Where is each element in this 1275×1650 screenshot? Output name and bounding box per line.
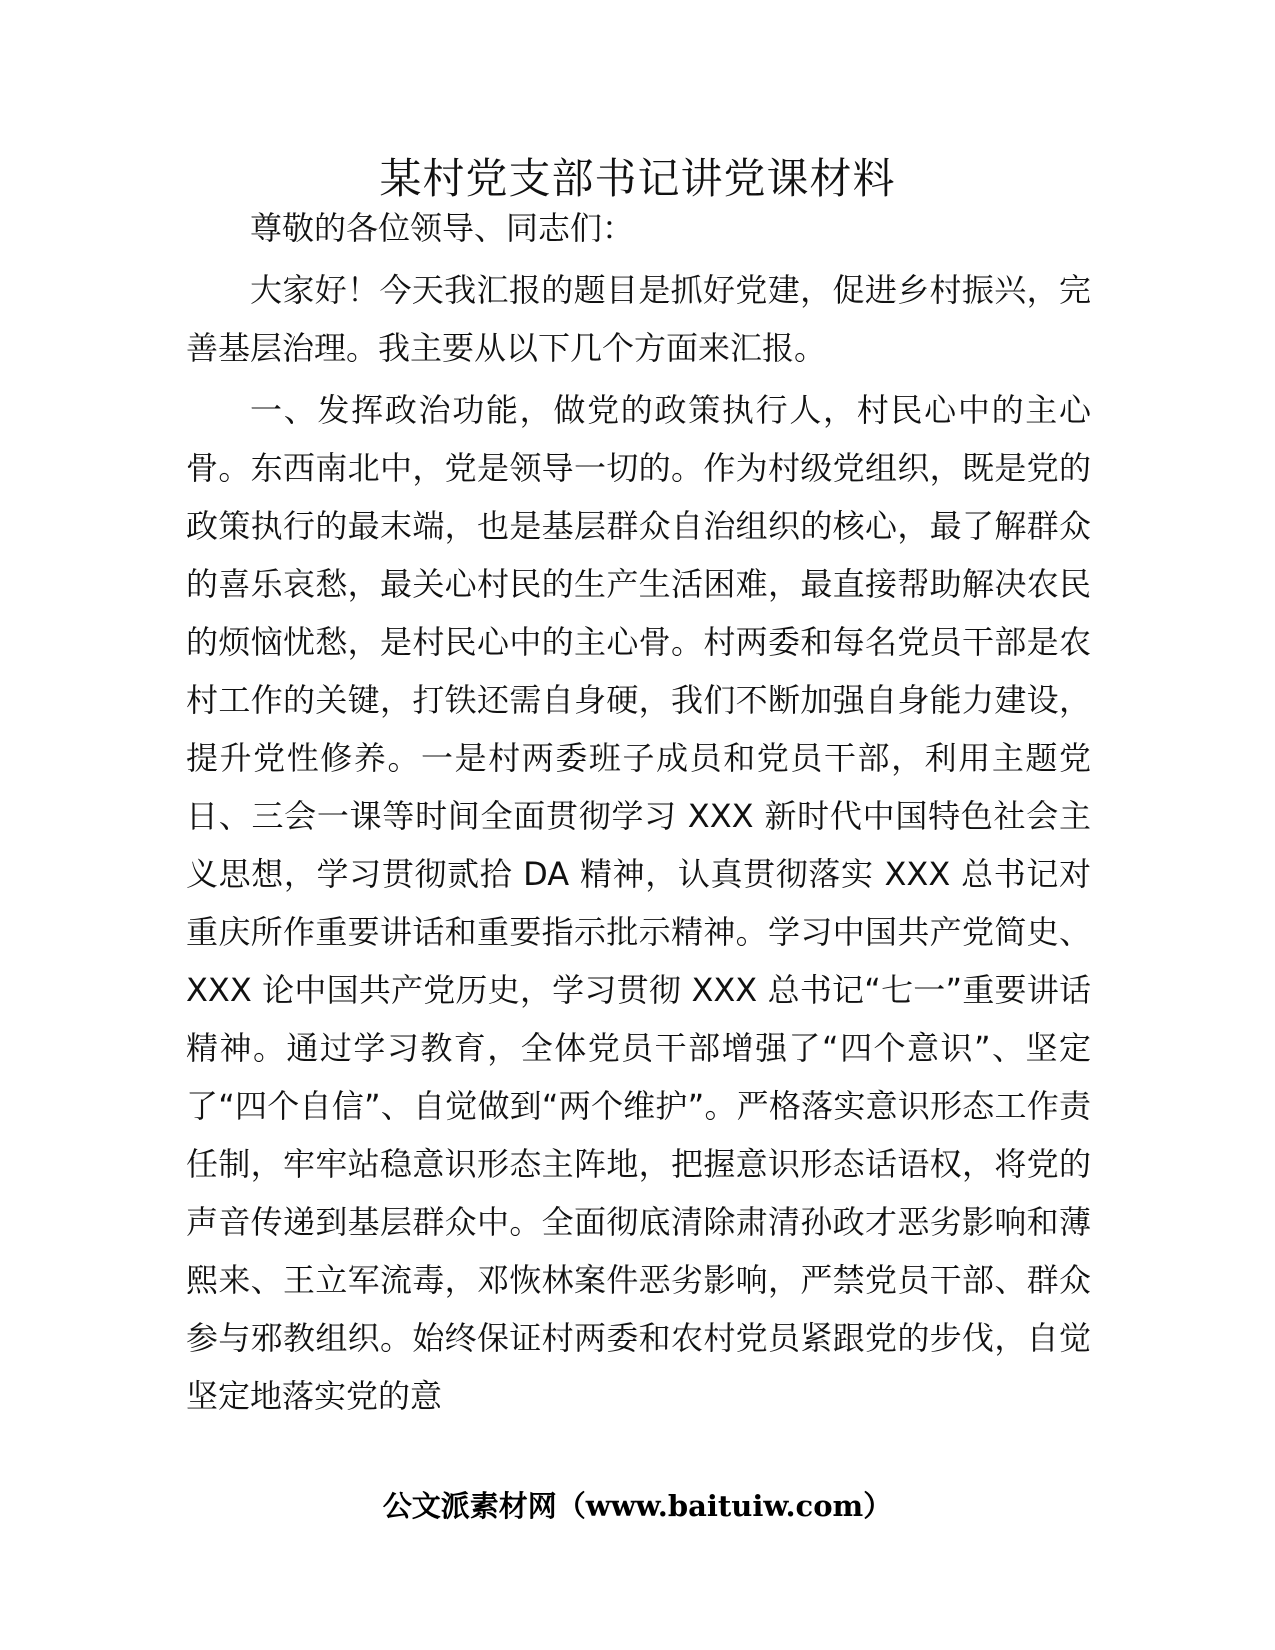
footer-watermark: 公文派素材网（www.baituiw.com） xyxy=(382,1489,893,1523)
document-title: 某村党支部书记讲党课材料 xyxy=(379,154,896,203)
document-body xyxy=(186,199,1091,1429)
intro-paragraph: 大家好！今天我汇报的题目是抓好党建，促进乡村振兴，完善基层治理。我主要从以下几个方面来汇报。 xyxy=(186,271,1091,367)
section-one-paragraph: 一、发挥政治功能，做党的政策执行人，村民心中的主心骨。东西南北中，党是领导一切的。作为村级党组织，既是党的政策执行的最末端，也是基层群众自治组织的核心，最了解群众的喜乐哀愁，最关心村民的生产生活困难，最直接帮助解决农民的烦恼忧愁，是村民心中的主心骨。村两委和每名党员干部是农村工作的关键，打铁还需自身硬，我们不断加强自身能力建设，提升党性修养。一是村两委班子成员和党员干部，利用主题党日、三会一课等时间全面贯彻学习 XXX 新时代中国特色社会主义思想，学习贯彻贰拾 DA 精神，认真贯彻落实 XXX 总书记对重庆所作重要讲话和重要指示批示精神。学习中国共产党简史、XXX 论中国共产党历史，学习贯彻 XXX 总书记“七一”重要讲话精神。通过学习教育，全体党员干部增强了“四个意识”、坚定了“四个自信”、自觉做到“两个维护”。严格落实意识形态工作责任制，牢牢站稳意识形态主阵地，把握意识形态话语权，将党的声音传递到基层群众中。全面彻底清除肃清孙政才恶劣影响和薄熙来、王立军流毒，邓恢林案件恶劣影响，严禁党员干部、群众参与邪教组织。始终保证村两委和农村党员紧跟党的步伐，自觉坚定地落实党的意 xyxy=(186,391,1091,1415)
salutation-paragraph: 尊敬的各位领导、同志们： xyxy=(250,209,635,247)
